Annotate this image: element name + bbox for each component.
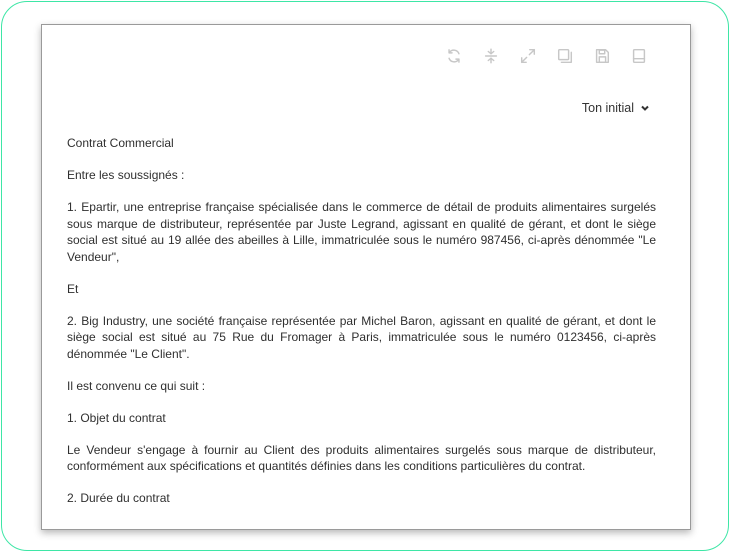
refresh-icon[interactable]: [443, 45, 465, 67]
split-icon[interactable]: [480, 45, 502, 67]
document-content: [67, 135, 656, 522]
document-title: Contrat Commercial: [67, 136, 174, 150]
section-1-body: Le Vendeur s'engage à fournir au Client des produits alimentaires surgelés sous marque de distributeur, conformément aux spécifications et quantités définies dans les conditions particulières du contrat.: [67, 442, 656, 473]
party-2-paragraph: 2. Big Industry, une société française représentée par Michel Baron, agissant en qualité de gérant, et dont le siège social est situé au 75 Rue du Fromager à Paris, immatriculée sous le numéro 0123456, ci-après dénommée "Le Client".: [67, 313, 656, 361]
save-icon[interactable]: [591, 45, 613, 67]
section-1-title: 1. Objet du contrat: [67, 410, 166, 425]
intro-text: Entre les soussignés :: [67, 168, 185, 182]
party-1-paragraph: 1. Epartir, une entreprise française spécialisée dans le commerce de détail de produits alimentaires surgelés sous marque de distributeur, représentée par Juste Legrand, agissant en qualité de gérant, et dont le siège social est situé au 19 allée des abeilles à Lille, immatriculée sous le numéro 987456, ci-après dénommée "Le Vendeur",: [67, 200, 656, 264]
agreed-text: Il est convenu ce qui suit :: [67, 378, 206, 393]
et-text: Et: [67, 281, 79, 296]
tone-dropdown[interactable]: [582, 101, 650, 115]
section-2-title: 2. Durée du contrat: [67, 491, 170, 505]
document-icon[interactable]: [628, 45, 650, 67]
toolbar: [428, 45, 650, 67]
expand-icon[interactable]: [517, 45, 539, 67]
copy-icon[interactable]: [554, 45, 576, 67]
chevron-down-icon: [640, 103, 650, 113]
document-panel: [41, 24, 691, 530]
tone-label: Ton initial: [581, 101, 634, 115]
